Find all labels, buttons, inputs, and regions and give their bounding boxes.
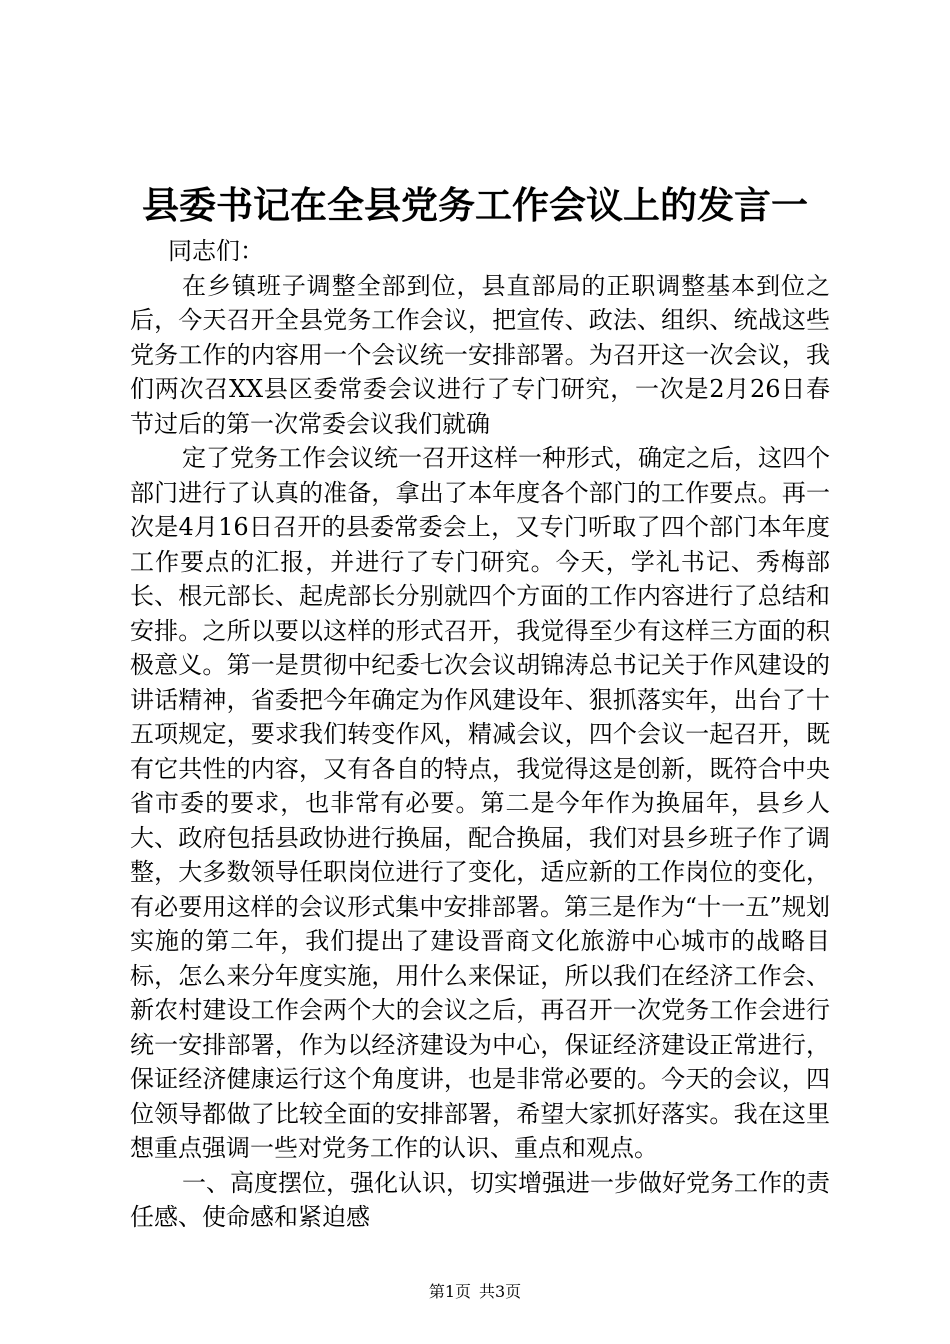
page-number: 第1页 bbox=[428, 1282, 471, 1301]
page-total: 共3页 bbox=[479, 1282, 522, 1301]
paragraph-2: 定了党务工作会议统一召开这样一种形式，确定之后，这四个部门进行了认真的准备，拿出了本年度各个部门的工作要点。再一次是4月16日召开的县委常委会上，又专门听取了四个部门本年度工作要点的汇报，并进行了专门研究。今天，学礼书记、秀梅部长、根元部长、起虎部长分别就四个方面的工作内容进行了总结和安排。之所以要以这样的形式召开，我觉得至少有这样三方面的积极意义。第一是贯彻中纪委七次会议胡锦涛总书记关于作风建设的讲话精神，省委把今年确定为作风建设年、狠抓落实年，出台了十五项规定，要求我们转变作风，精减会议，四个会议一起召开，既有它共性的内容，又有各自的特点，我觉得这是创新，既符合中央省市委的要求，也非常有必要。第二是今年作为换届年，县乡人大、政府包括县政协进行换届，配合换届，我们对县乡班子作了调整，大多数领导任职岗位进行了变化，适应新的工作岗位的变化，有必要用这样的会议形式集中安排部署。第三是作为“十一五”规划实施的第二年，我们提出了建设晋商文化旅游中心城市的战略目标，怎么来分年度实施，用什么来保证，所以我们在经济工作会、新农村建设工作会两个大的会议之后，再召开一次党务工作会进行统一安排部署，作为以经济建设为中心，保证经济建设正常进行，保证经济健康运行这个角度讲，也是非常必要的。今天的会议，四位领导都做了比较全面的安排部署，希望大家抓好落实。我在这里想重点强调一些对党务工作的认识、重点和观点。 bbox=[130, 444, 830, 1162]
document-body bbox=[130, 234, 830, 1235]
document-title: 县委书记在全县党务工作会议上的发言一 bbox=[142, 183, 808, 227]
section-heading-1: 一、高度摆位，强化认识，切实增强进一步做好党务工作的责任感、使命感和紧迫感 bbox=[130, 1168, 830, 1231]
paragraph-1: 在乡镇班子调整全部到位，县直部局的正职调整基本到位之后，今天召开全县党务工作会议，把宣传、政法、组织、统战这些党务工作的内容用一个会议统一安排部署。为召开这一次会议，我们两次召XX县区委常委会议进行了专门研究，一次是2月26日春节过后的第一次常委会议我们就确 bbox=[130, 271, 830, 438]
page-footer bbox=[0, 1281, 950, 1303]
salutation: 同志们： bbox=[168, 237, 264, 265]
